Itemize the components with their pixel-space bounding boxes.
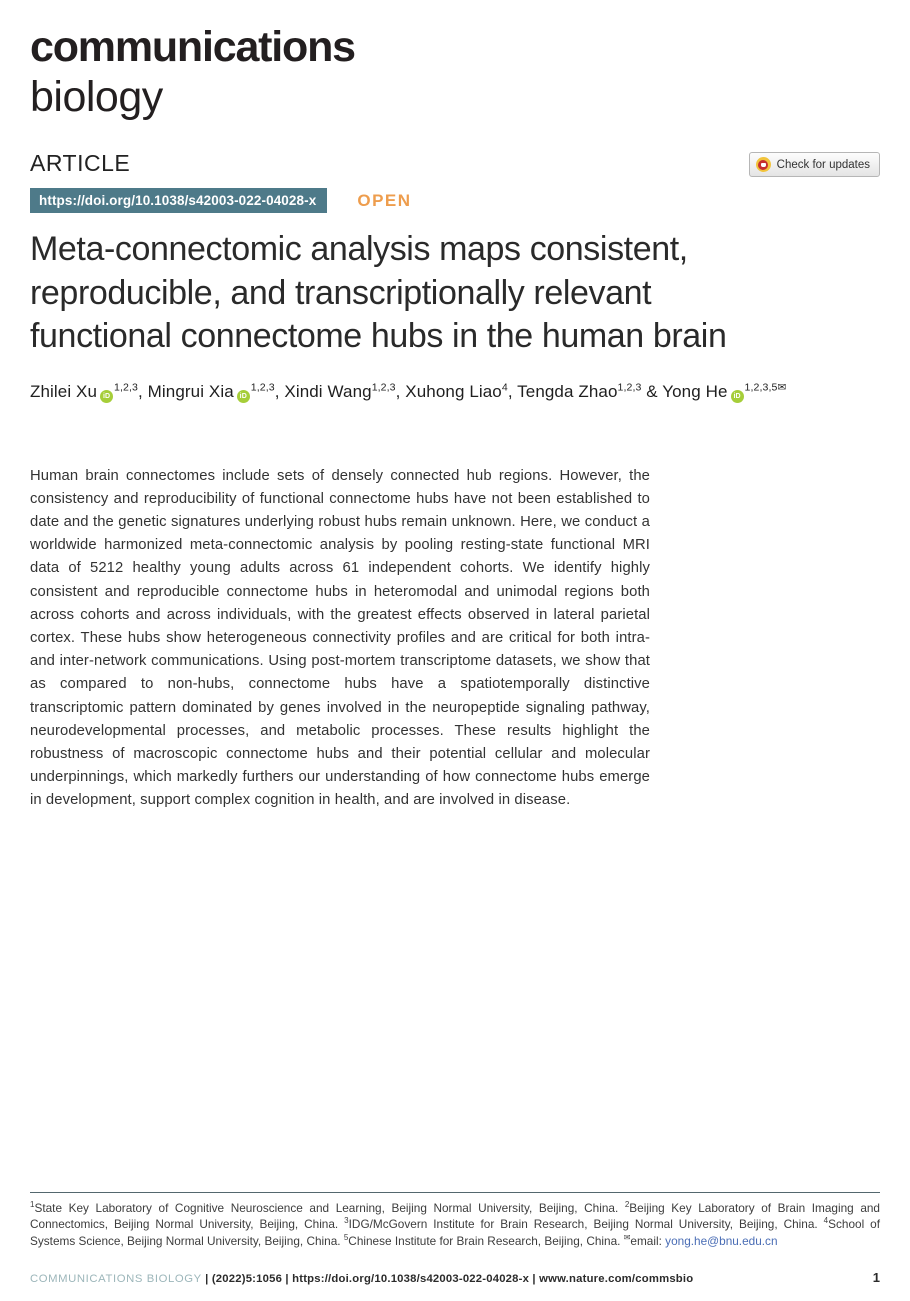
orcid-icon[interactable]: iD	[731, 390, 744, 403]
author-affil-sup: 1,2,3	[114, 380, 138, 393]
affiliation-sup: 1	[30, 1199, 35, 1209]
doi-row	[30, 188, 880, 213]
affiliation-text: State Key Laboratory of Cognitive Neuroscience and Learning, Beijing Normal University, Beijing, China.	[34, 1200, 625, 1215]
affiliation-text: Chinese Institute for Brain Research, Beijing, China.	[348, 1234, 624, 1249]
affiliation-sup: 3	[344, 1216, 349, 1226]
check-for-updates-button[interactable]	[749, 152, 880, 177]
author-affil-sup: 1,2,3	[617, 380, 642, 393]
article-header-row	[30, 150, 880, 177]
affiliation-sup: 5	[343, 1233, 349, 1243]
crossmark-icon	[756, 157, 771, 172]
email-envelope-icon: ✉	[623, 1233, 631, 1243]
author-name: Zhilei Xu	[30, 381, 98, 401]
author-separator: ,	[137, 381, 148, 401]
author-separator: ,	[274, 381, 285, 401]
author-affil-sup: 4	[501, 380, 508, 393]
author-name: Xuhong Liao	[405, 381, 502, 401]
journal-logo-communications: communications	[30, 23, 355, 71]
footer-journal-name: COMMUNICATIONS BIOLOGY	[30, 1273, 202, 1285]
author-name: Yong He	[662, 381, 728, 401]
orcid-icon[interactable]: iD	[237, 390, 250, 403]
article-title-line1: Meta-connectomic analysis maps consistent,	[30, 230, 688, 268]
page-footer	[30, 1270, 880, 1285]
author-name: Mingrui Xia	[147, 381, 234, 401]
article-type-label: ARTICLE	[30, 150, 131, 176]
email-label: email:	[630, 1234, 666, 1249]
author-affil-sup: 1,2,3	[371, 380, 396, 393]
footer-citation-line	[30, 1273, 693, 1285]
journal-logo	[30, 23, 880, 121]
journal-logo-biology: biology	[30, 72, 163, 121]
author-list	[30, 382, 880, 403]
author-affil-sup: 1,2,3	[250, 380, 275, 393]
author-separator: ,	[395, 381, 406, 401]
affiliation-sup: 4	[823, 1216, 829, 1226]
footer-separator: |	[201, 1273, 212, 1285]
author-separator: &	[641, 381, 663, 401]
affiliation-text: School of Systems Science, Beijing Normal University, Beijing, China.	[30, 1217, 880, 1249]
footer-separator: |	[282, 1273, 293, 1285]
author-name: Tengda Zhao	[517, 381, 618, 401]
check-for-updates-label: Check for updates	[776, 158, 870, 171]
footnotes-block	[30, 1192, 880, 1250]
doi-link-badge[interactable]: https://doi.org/10.1038/s42003-022-04028-x	[30, 188, 327, 213]
corresponding-email-link[interactable]: yong.he@bnu.edu.cn	[665, 1234, 778, 1249]
open-access-label: OPEN	[357, 190, 412, 210]
abstract-text: Human brain connectomes include sets of densely connected hub regions. However, the consistency and reproducibility of functional connectome hubs have not been established to date and the genetic signatures underlying robust hubs remain unknown. Here, we conduct a worldwide harmonized meta-connectomic analysis by pooling resting-state functional MRI data of 5212 healthy young adults across 61 independent cohorts. We identify highly consistent and reproducible connectome hubs in heteromodal and unimodal regions both across cohorts and across individuals, with the greatest effects observed in lateral parietal cortex. These hubs show heterogeneous connectivity profiles and are critical for both intra- and inter-network communications. Using post-mortem transcriptome datasets, we show that as compared to non-hubs, connectome hubs have a spatiotemporally distinctive transcriptomic pattern dominated by genes involved in the neuropeptide signaling pathway, neurodevelopmental processes, and metabolic processes. These results highlight the robustness of macroscopic connectome hubs and their potential cellular and molecular underpinnings, which markedly furthers our understanding of how connectome hubs emerge in development, support complex cognition in health, and are involved in disease.	[30, 467, 650, 809]
footer-separator: |	[529, 1273, 540, 1285]
author-affil-sup: 1,2,3,5✉	[744, 380, 787, 393]
footer-journal-url: www.nature.com/commsbio	[539, 1273, 694, 1285]
orcid-icon[interactable]: iD	[100, 390, 113, 403]
footer-citation: (2022)5:1056	[211, 1273, 283, 1285]
affiliation-text: IDG/McGovern Institute for Brain Research, Beijing Normal University, Beijing, China.	[348, 1217, 824, 1232]
affiliation-text: Beijing Key Laboratory of Brain Imaging and Connectomics, Beijing Normal University, Beijing, China.	[30, 1200, 880, 1232]
affiliations-text	[30, 1200, 880, 1250]
affiliation-sup: 2	[624, 1199, 630, 1209]
footer-doi: https://doi.org/10.1038/s42003-022-04028-x	[292, 1273, 530, 1285]
author-separator: ,	[507, 381, 518, 401]
article-title-line2: reproducible, and transcriptionally relevant	[30, 273, 652, 312]
author-name: Xindi Wang	[284, 381, 372, 401]
article-title-line3: functional connectome hubs in the human brain	[30, 317, 727, 356]
article-title	[30, 228, 850, 359]
page-number: 1	[872, 1270, 880, 1285]
